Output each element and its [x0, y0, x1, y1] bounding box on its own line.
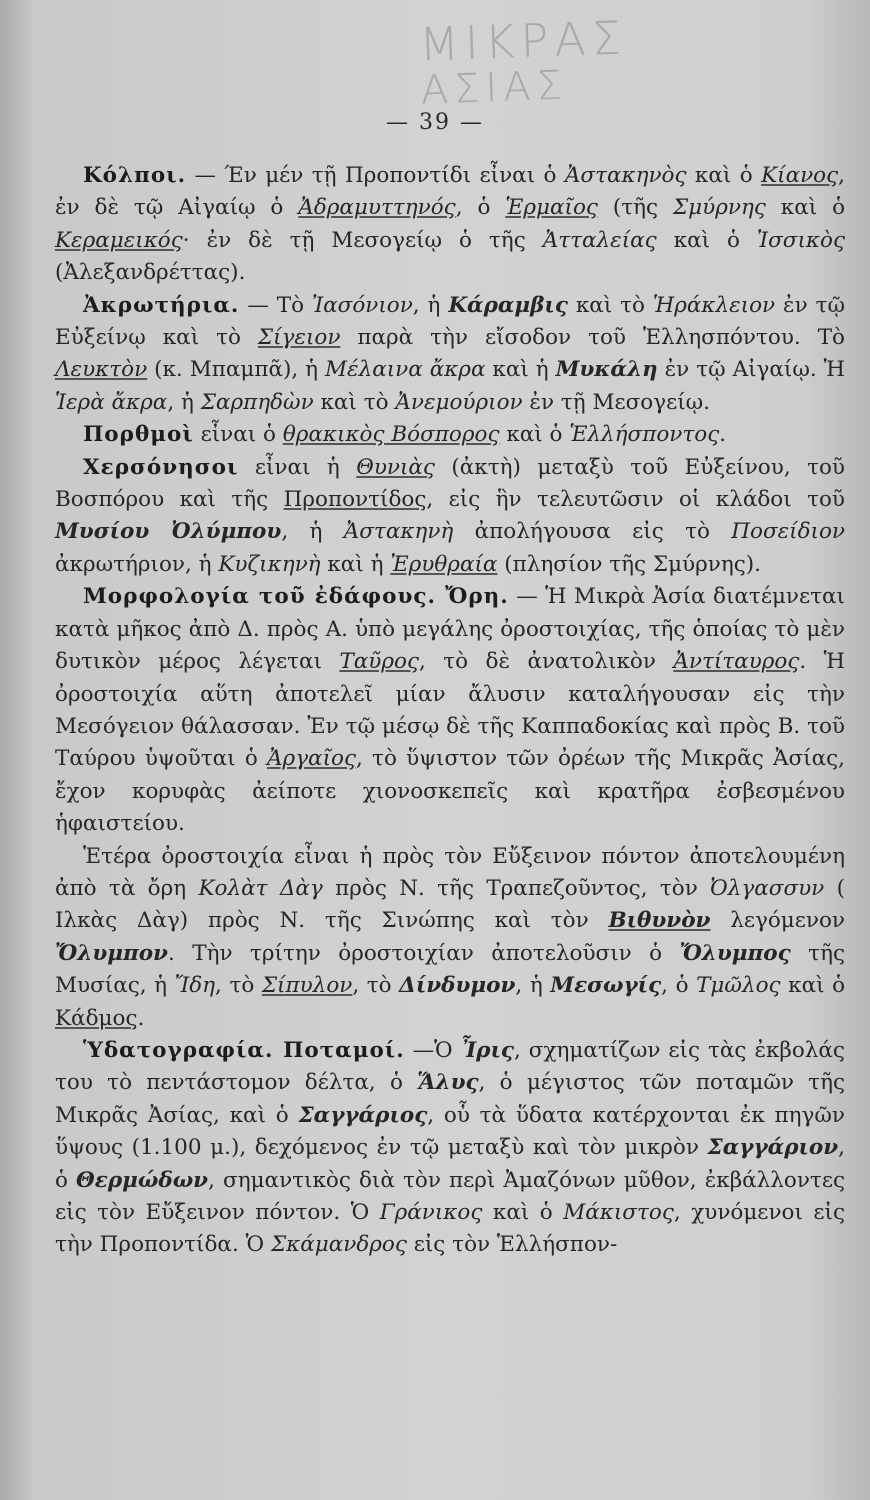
text-run: καὶ ὁ — [499, 422, 570, 448]
paragraph-mountain-ranges — [55, 841, 845, 1035]
place-name: θρακικὸς Βόσπορος — [282, 422, 500, 448]
place-name: Κίανος — [761, 163, 839, 188]
place-name: Ἴδη — [174, 973, 216, 999]
text-run: τῆς Μυσίας, ἡ — [55, 940, 845, 999]
handwritten-note-line-1: ΜΙΚΡΑΣ — [418, 10, 628, 72]
place-name: Θερμώδων — [76, 1167, 209, 1193]
place-name: Ἱερὰ ἄκρα — [55, 389, 168, 415]
section-heading: Ὑδατογραφία. Ποταμοί. — [83, 1037, 405, 1063]
place-name: Σαρπηδὼν — [200, 389, 314, 415]
text-run: , ἡ — [515, 973, 551, 999]
paragraph-morphology — [55, 581, 845, 840]
place-name: Ἀργαῖος — [267, 746, 356, 772]
place-name: Κάδμος — [55, 1005, 138, 1031]
place-name: Μυκάλη — [555, 357, 658, 383]
text-run: (πλησίον τῆς Σμύρνης). — [497, 551, 761, 577]
text-run: Ἑτέρα ὀροστοιχία εἶναι ἡ πρὸς τὸν Εὔξεινον πόντον ἀποτελουμένη ἀπὸ τὰ ὄρη — [55, 843, 845, 901]
text-run: εἶναι ἡ — [238, 454, 357, 480]
place-name: Τμῶλος — [696, 973, 781, 999]
text-run: πρὸς Ν. τῆς Τραπεζοῦντος, τὸν — [322, 875, 711, 901]
text-run: . — [137, 1005, 145, 1031]
text-run: — Τὸ — [239, 292, 312, 318]
page-number: — 39 — — [386, 110, 484, 135]
text-run: εἶναι ὁ — [193, 422, 283, 448]
place-name: Ἰασόνιον — [311, 292, 413, 318]
text-run: , εἰς ἣν τελευτῶσιν οἱ κλάδοι τοῦ — [426, 487, 845, 513]
place-name: Ἐρυθραία — [390, 551, 498, 577]
place-name: Μάκιστος — [563, 1200, 674, 1225]
place-name: Ποσείδιον — [731, 519, 845, 545]
text-run: . Ἡ ὀροστοιχία αὕτη ἀποτελεῖ μίαν ἄλυσιν καταλήγουσαν εἰς τὴν Μεσόγειον θάλασσαν. Ἐν τῷ μέσῳ δὲ τῆς Καππαδοκίας καὶ πρὸς Β. τοῦ Ταύρου ὑψοῦται ὁ — [55, 649, 845, 772]
text-run: εἰς τὸν Ἑλλήσπον- — [406, 1232, 618, 1258]
text-run: , τὸ δὲ ἀνατολικὸν — [419, 649, 674, 675]
text-run: , χυνόμενοι εἰς τὴν Προποντίδα. Ὁ — [55, 1200, 846, 1258]
place-name: Ἶρις — [460, 1037, 514, 1063]
place-name: Ἰσσικὸς — [756, 227, 845, 253]
paragraph-peninsulas — [55, 452, 845, 582]
place-name: Μεσωγίς — [550, 973, 662, 999]
text-run: — Ἡ Μικρὰ Ἀσία διατέμνεται κατὰ μῆκος ἀπὸ Δ. πρὸς Α. ὑπὸ μεγάλης ὀροστοιχίας, τῆς ὁποίας τὸ μὲν δυτικὸν μέρος λέγεται — [55, 584, 845, 675]
place-name: ἄκρα — [429, 357, 486, 383]
text-run: ἀπολήγουσα εἰς τὸ — [453, 519, 732, 545]
place-name: Ὄλυμπος — [679, 940, 791, 966]
place-name: Σίγειον — [257, 325, 341, 351]
body-text — [55, 160, 845, 1262]
text-run: , ἐν δὲ τῷ Αἰγαίῳ ὁ — [55, 163, 845, 221]
text-run: · ἐν δὲ τῇ Μεσογείῳ ὁ τῆς — [182, 227, 543, 253]
place-name: Λευκτὸν — [55, 357, 148, 383]
text-run: — Έν μέν τῇ Προποντίδι εἶναι ὁ — [186, 163, 565, 188]
text-run: , ὁ — [455, 195, 506, 221]
section-heading: Πορθμοὶ — [83, 422, 194, 448]
text-run: , ἡ — [412, 292, 449, 318]
text-run: , ἡ — [167, 389, 201, 415]
place-name: Βιθυνὸν — [608, 908, 711, 934]
text-run: καὶ τὸ — [567, 292, 653, 318]
place-name: Ὄλυμπον — [55, 940, 168, 966]
place-name: Ἑρμαῖος — [505, 195, 598, 221]
place-name: Ὀλγασσυν — [710, 875, 825, 901]
place-name: Ἀστακηνὴ — [343, 519, 454, 545]
place-name: Ἅλυς — [417, 1070, 479, 1096]
place-name: Σαγγάριον — [707, 1135, 839, 1161]
text-run: καὶ ἡ — [485, 357, 556, 383]
place-name: Κάραμβις — [448, 292, 568, 318]
text-run: ἐν τῇ Μεσογείῳ. — [522, 389, 711, 415]
place-name: Σκάμανδρος — [270, 1232, 407, 1258]
paragraph-straits — [55, 419, 845, 451]
place-name: Ἀντίταυρος — [673, 649, 800, 675]
place-name: Σμύρνης — [672, 195, 766, 221]
place-name: Σαγγάριος — [298, 1102, 428, 1128]
section-heading: Χερσόνησοι — [83, 454, 239, 480]
text-run: , ὁ μέγιστος τῶν ποταμῶν τῆς Μικρᾶς Ἀσίας, καὶ ὁ — [55, 1070, 845, 1128]
text-run: καὶ ὁ — [780, 973, 846, 999]
text-run: καὶ ὁ — [482, 1200, 564, 1225]
text-run: , ὁ — [55, 1135, 845, 1193]
text-run — [423, 357, 430, 382]
text-run: ἀκρωτήριον, ἡ — [55, 551, 219, 577]
section-heading: Μορφολογία τοῦ ἐδάφους. Ὄρη. — [83, 584, 509, 610]
text-run: , τὸ ὕψιστον τῶν ὀρέων τῆς Μικρᾶς Ἀσίας, ἔχον κορυφὰς ἀείποτε χιονοσκεπεῖς καὶ κρατῆρα ἐσβεσμένου ἡφαιστείου. — [55, 746, 845, 837]
text-run: , ὁ — [661, 973, 697, 999]
place-name: Κολὰτ Δὰγ — [198, 875, 323, 901]
text-run: ἐν τῷ Αἰγαίῳ. Ἡ — [657, 357, 845, 383]
paragraph-hydrography — [55, 1035, 845, 1262]
paragraph-capes — [55, 290, 845, 420]
text-run: , σημαντικὸς διὰ τὸν περὶ Ἀμαζόνων μῦθον, ἐκβάλλοντες εἰς τὸν Εὔξεινον πόντον. Ὁ — [55, 1167, 845, 1225]
place-name: Ἑλλήσποντος — [569, 422, 720, 448]
section-heading: Ἀκρωτήρια. — [83, 292, 240, 318]
text-run: ( Ιλκὰς Δὰγ) πρὸς Ν. τῆς Σινώπης καὶ τὸν — [55, 875, 845, 934]
place-name: Ταῦρος — [339, 649, 419, 675]
text-run: καὶ ἡ — [320, 551, 391, 577]
paragraph-gulfs — [55, 160, 845, 290]
text-run: (κ. Μπαμπᾶ), ἡ — [147, 357, 326, 383]
place-name: Θυνιὰς — [356, 454, 435, 480]
text-run: καὶ ὁ — [765, 195, 846, 221]
place-name: Μυσίου Ὀλύμπου — [55, 519, 282, 545]
text-run: καὶ τὸ — [313, 389, 396, 415]
text-run: (τῆς — [597, 195, 673, 221]
place-name: Κεραμεικός — [55, 227, 183, 253]
handwritten-pencil-note — [418, 10, 629, 114]
text-run: λεγόμενον — [710, 908, 846, 934]
text-run: , ἡ — [281, 519, 344, 545]
place-name: Ἀδραμυττηνός — [298, 195, 456, 221]
text-run: , οὗ τὰ ὕδατα κατέρχονται ἐκ πηγῶν ὕψους (1.100 μ.), δεχόμενος ἐν τῷ μεταξὺ καὶ τὸν μικρὸν — [55, 1102, 846, 1161]
text-run: καὶ ὁ — [686, 163, 762, 188]
text-run: , σχηματίζων εἰς τὰς ἐκβολάς του τὸ πεντάστομον δέλτα, ὁ — [55, 1037, 845, 1096]
place-name: Ἀτταλείας — [542, 227, 657, 253]
place-name: Ἀστακηνὸς — [564, 163, 687, 188]
section-heading: Κόλποι. — [83, 163, 187, 188]
place-name: Ἀνεμούριον — [395, 389, 523, 415]
text-run: . Τὴν τρίτην ὀροστοιχίαν ἀποτελοῦσιν ὁ — [167, 940, 680, 966]
text-run: καὶ ὁ — [656, 227, 757, 253]
handwritten-note-line-2: ΑΣΙΑΣ — [420, 62, 569, 114]
place-name: Κυζικηνὴ — [218, 551, 321, 577]
text-run: παρὰ τὴν εἴσοδον τοῦ Ἑλλησπόντου. Τὸ — [340, 325, 845, 351]
text-run: (Ἀλεξανδρέττας). — [55, 260, 246, 286]
text-run: . — [719, 422, 727, 448]
place-name: Γράνικος — [379, 1200, 483, 1225]
place-name: Μέλαινα — [325, 357, 423, 383]
text-run: ἐν τῷ Εὐξείνῳ καὶ τὸ — [55, 292, 845, 351]
text-run: , τὸ — [352, 973, 400, 999]
place-name: Ἡράκλειον — [652, 292, 776, 318]
place-name: Σίπυλον — [261, 973, 353, 999]
text-run: —Ὁ — [404, 1037, 461, 1063]
text-run: (ἀκτὴ) μεταξὺ τοῦ Εὐξείνου, τοῦ Βοσπόρου καὶ τῆς — [55, 454, 845, 513]
place-name: Προποντίδος — [283, 487, 427, 513]
text-run: , τὸ — [215, 973, 262, 999]
place-name: Δίνδυμον — [399, 973, 516, 999]
